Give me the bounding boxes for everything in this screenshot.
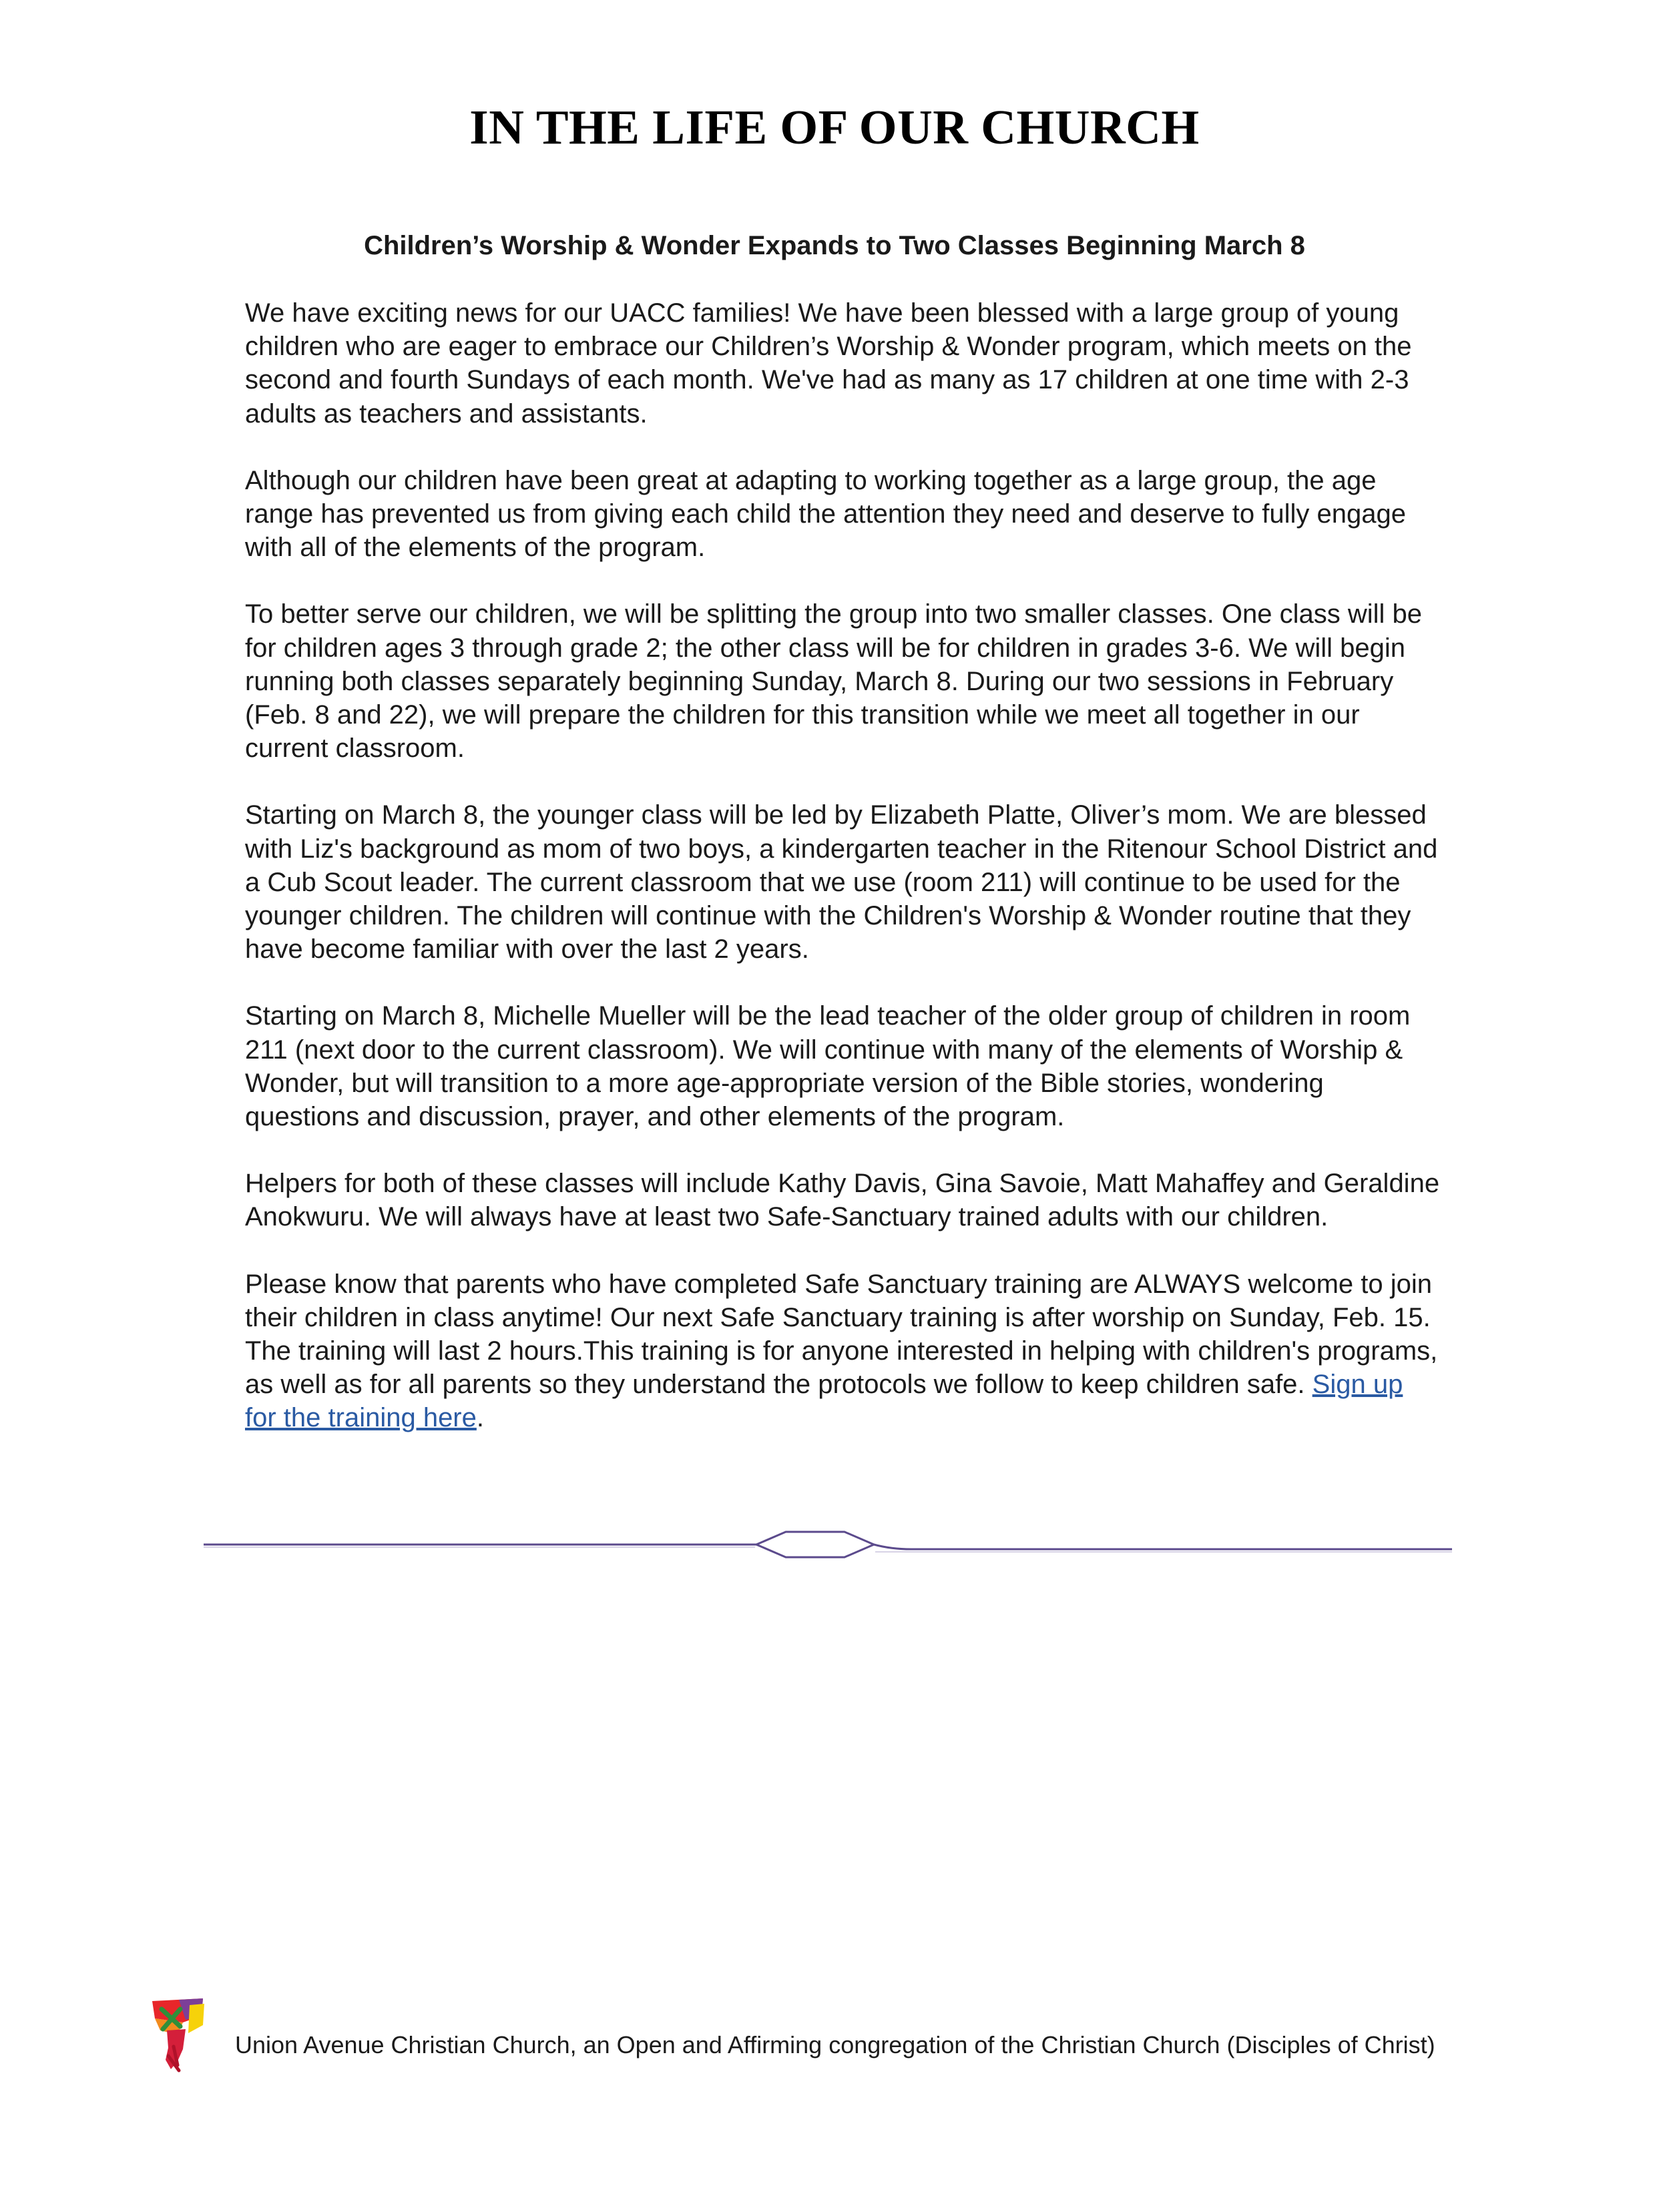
article-heading: Children’s Worship & Wonder Expands to Two Classes Beginning March 8 bbox=[364, 231, 1305, 260]
page-title: IN THE LIFE OF OUR CHURCH bbox=[469, 100, 1200, 154]
chalice-logo-icon bbox=[148, 1996, 207, 2076]
footer-text: Union Avenue Christian Church, an Open and Affirming congregation of the Christian Church (Disciples of Christ) bbox=[235, 2031, 1435, 2058]
article-paragraph: Starting on March 8, Michelle Mueller will be the lead teacher of the older group of children in room 211 (next door to the current classroom). We will continue with many of the elements of Worship & Wonder, but will transition to a more age-appropriate version of the Bible stories, wondering questions and discussion, prayer, and other elements of the program. bbox=[245, 1001, 1411, 1132]
signup-training-link[interactable]: Sign up for the training here bbox=[245, 1370, 1403, 1433]
article-paragraph-signup bbox=[245, 1268, 1440, 1435]
article-body bbox=[245, 296, 1440, 1468]
article-paragraph: Starting on March 8, the younger class will be led by Elizabeth Platte, Oliver’s mom. We are blessed with Liz's background as mom of two boys, a kindergarten teacher in the Ritenour School District and a Cub Scout leader. The current classroom that we use (room 211) will continue to be used for the younger children. The children will continue with the Children's Worship & Wonder routine that they have become familiar with over the last 2 years. bbox=[245, 800, 1438, 964]
signup-paragraph-text: Please know that parents who have completed Safe Sanctuary training are ALWAYS welcome to join their children in class anytime! Our next Safe Sanctuary training is after worship on Sunday, Feb. 15. The training will last 2 hours.This training is for anyone interested in helping with children's programs, as well as for all parents so they understand the protocols we follow to keep children safe. bbox=[245, 1269, 1438, 1400]
signup-paragraph-end: . bbox=[476, 1403, 484, 1433]
article-paragraph: To better serve our children, we will be splitting the group into two smaller classes. One class will be for children ages 3 through grade 2; the other class will be for children in grades 3-6. We will begin running both classes separately beginning Sunday, March 8. During our two sessions in February (Feb. 8 and 22), we will prepare the children for this transition while we meet all together in our current classroom. bbox=[245, 599, 1423, 764]
ornamental-divider-icon bbox=[204, 1529, 1452, 1575]
article-paragraph: We have exciting news for our UACC families! We have been blessed with a large group of young children who are eager to embrace our Children’s Worship & Wonder program, which meets on the second and fourth Sundays of each month. We've had as many as 17 children at one time with 2-3 adults as teachers and assistants. bbox=[245, 298, 1412, 429]
article-paragraph: Helpers for both of these classes will include Kathy Davis, Gina Savoie, Matt Mahaffey and Geraldine Anokwuru. We will always have at least two Safe-Sanctuary trained adults with our children. bbox=[245, 1169, 1440, 1232]
article-paragraph: Although our children have been great at adapting to working together as a large group, the age range has prevented us from giving each child the attention they need and deserve to fully engage with all of the elements of the program. bbox=[245, 465, 1406, 563]
